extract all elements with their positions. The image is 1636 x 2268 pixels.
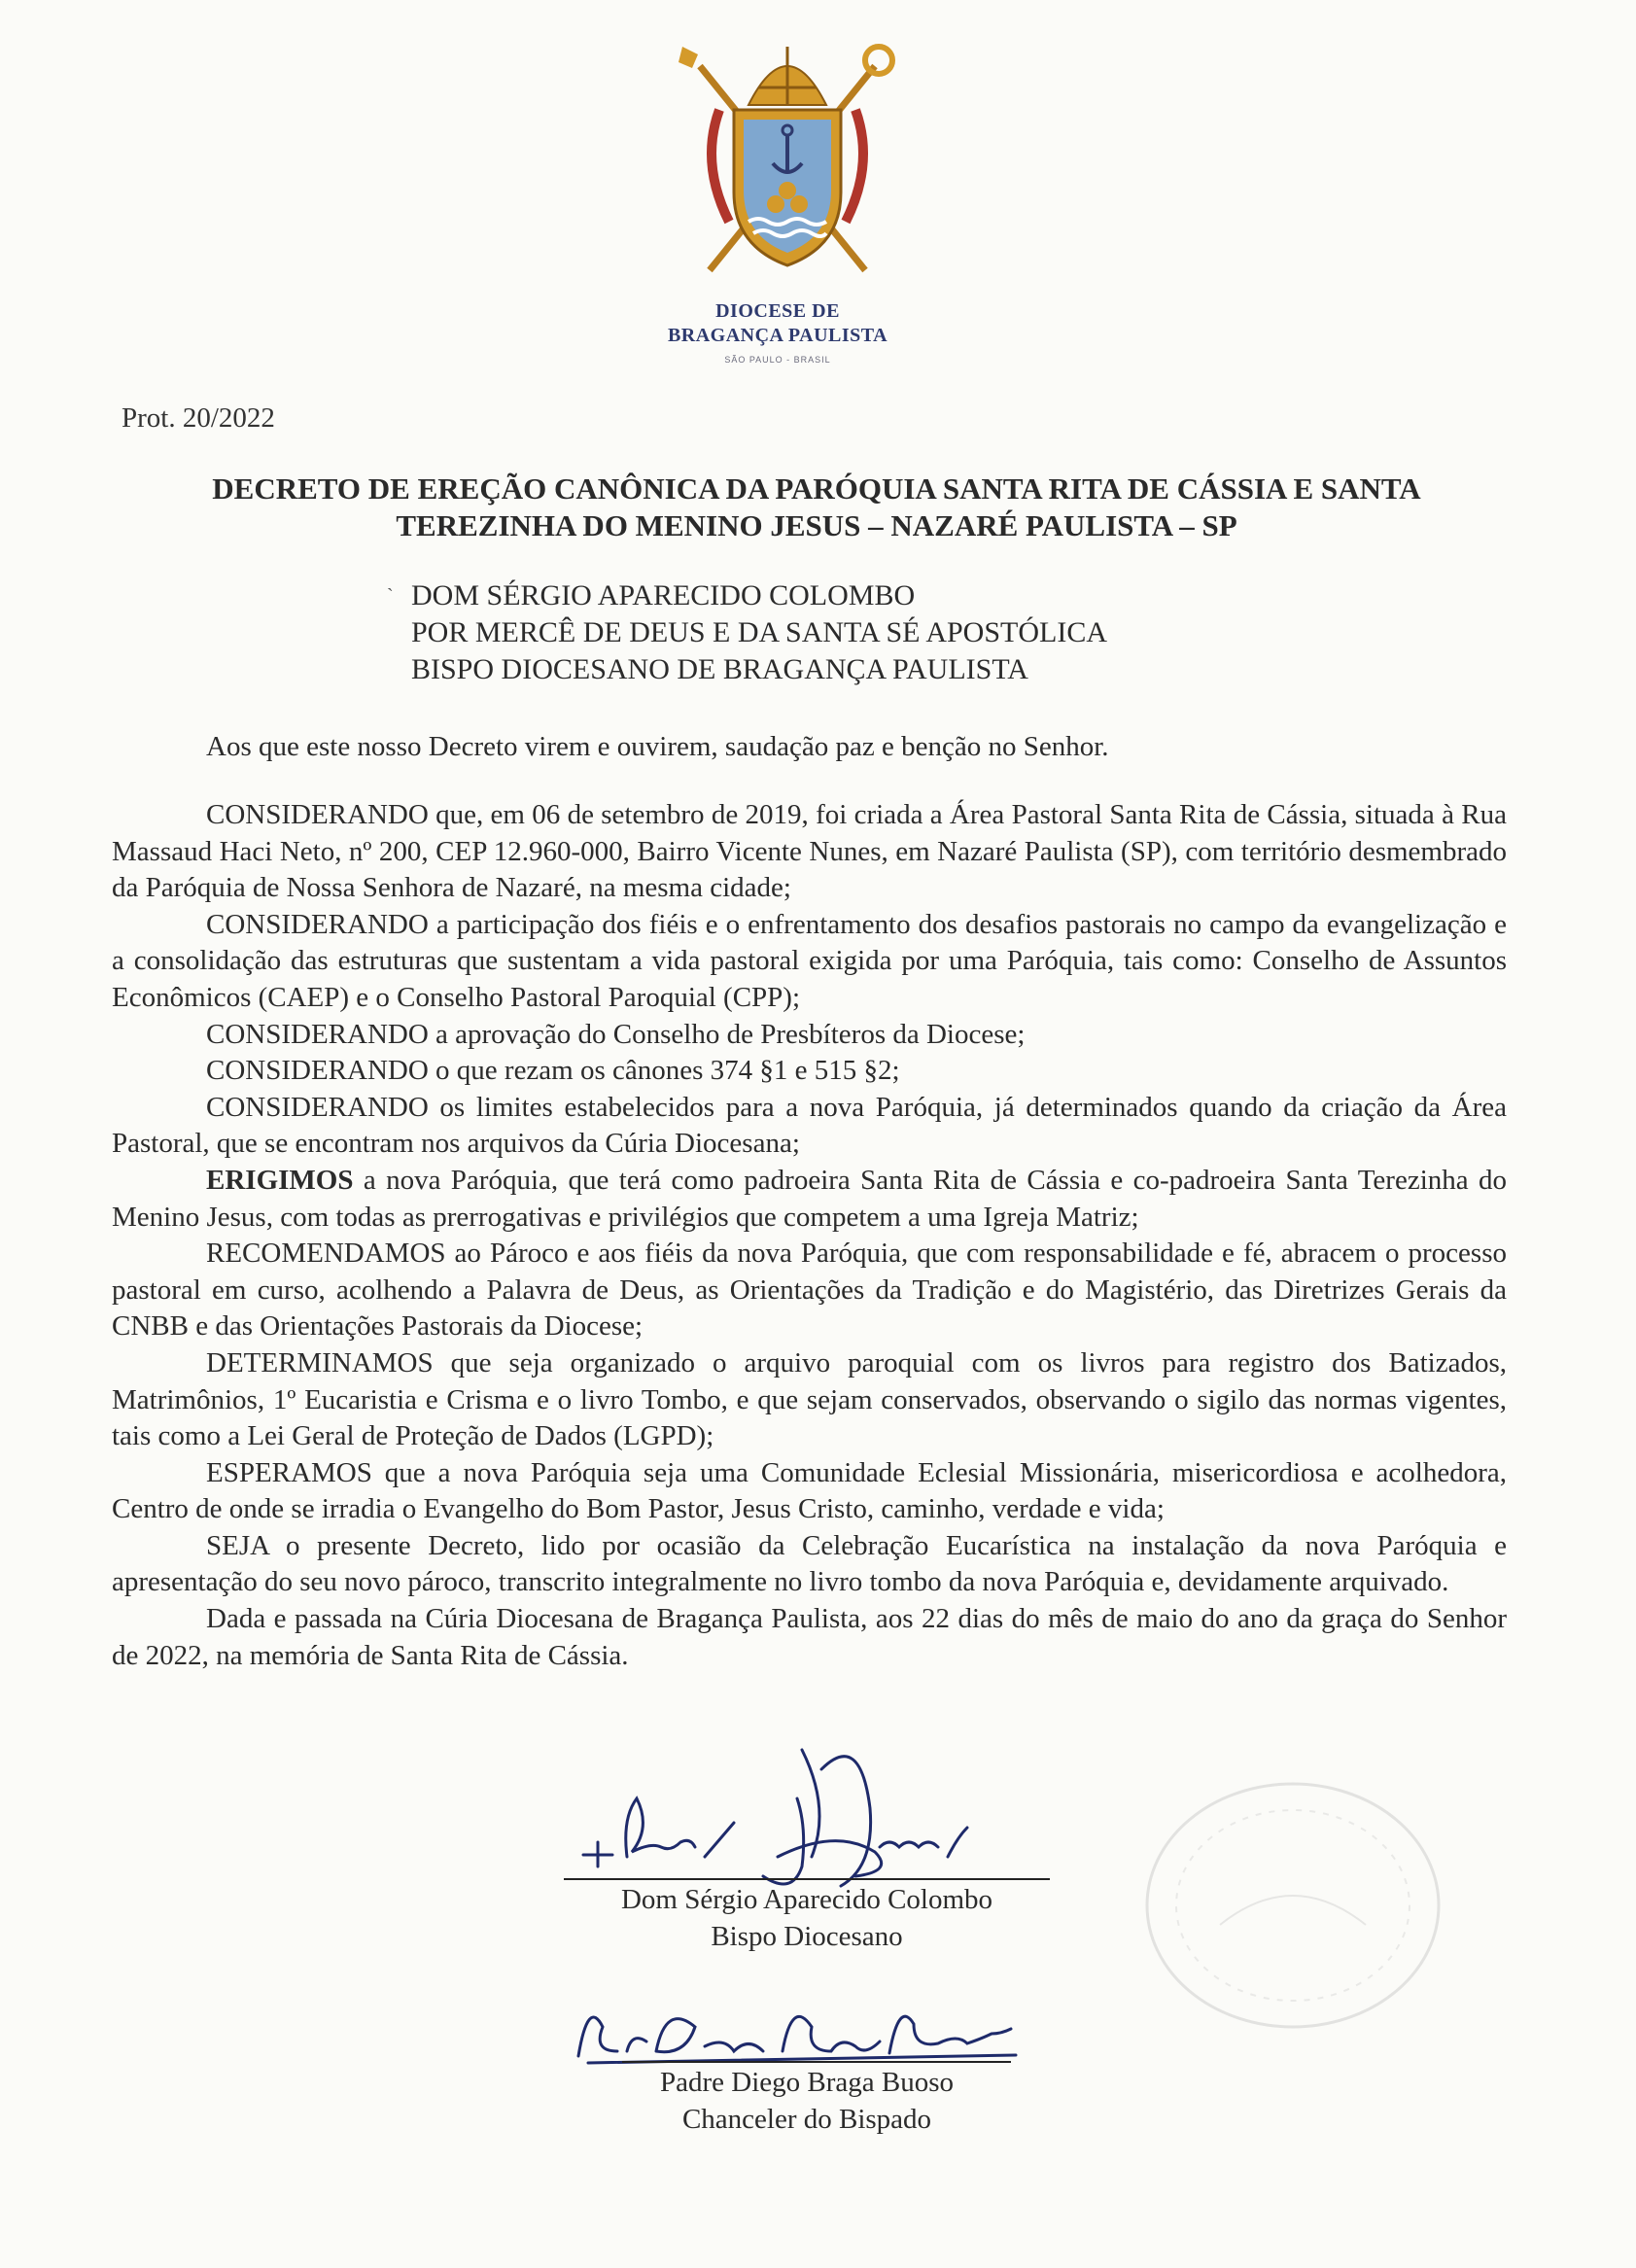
- paragraph: DETERMINAMOS que seja organizado o arquivo paroquial com os livros para registro dos Batizados, Matrimônios, 1º Eucaristia e Crisma e o livro Tombo, e que sejam conservados, observando o sigilo das normas vigentes, tais como a Lei Geral de Proteção de Dados (LGPD);: [112, 1346, 1507, 1452]
- paragraph: RECOMENDAMOS ao Pároco e aos fiéis da nova Paróquia, que com responsabilidade e fé, abracem o processo pastoral em curso, acolhendo a Palavra de Deus, as Orientações da Tradição e do Magistério, das Diretrizes Gerais da CNBB e das Orientações Pastorais da Diocese;: [112, 1238, 1507, 1343]
- diocese-subtitle: SÃO PAULO - BRASIL: [724, 355, 831, 365]
- chancellor-signature-line: [622, 2061, 1011, 2063]
- stray-mark: `: [387, 585, 394, 607]
- paragraph: CONSIDERANDO os limites estabelecidos para a nova Paróquia, já determinados quando da criação da Área Pastoral, que se encontram nos arquivos da Cúria Diocesana;: [112, 1091, 1507, 1160]
- paragraph: ERIGIMOS a nova Paróquia, que terá como padroeira Santa Rita de Cássia e co-padroeira Santa Terezinha do Menino Jesus, com todas as prerrogativas e privilégios que competem a uma Igreja Matriz;: [112, 1164, 1507, 1233]
- diocese-name: DIOCESE DE BRAGANÇA PAULISTA: [667, 300, 888, 346]
- greeting: Aos que este nosso Decreto virem e ouvirem, saudação paz e benção no Senhor.: [206, 731, 1109, 762]
- erigimos-bold: ERIGIMOS: [206, 1164, 354, 1196]
- chancellor-signature-icon: [569, 1993, 1035, 2071]
- bishop-role: Bispo Diocesano: [711, 1921, 903, 1952]
- paragraph: ESPERAMOS que a nova Paróquia seja uma Comunidade Eclesial Missionária, misericordiosa e acolhedora, Centro de onde se irradia o Evangelho do Bom Pastor, Jesus Cristo, caminho, verdade e vida;: [112, 1456, 1507, 1525]
- paragraph: CONSIDERANDO que, em 06 de setembro de 2019, foi criada a Área Pastoral Santa Rita de Cássia, situada à Rua Massaud Haci Neto, nº 200, CEP 12.960-000, Bairro Vicente Nunes, em Nazaré Paulista (SP), com território desmembrado da Paróquia de Nossa Senhora de Nazaré, na mesma cidade;: [112, 799, 1507, 904]
- bishop-signature-icon: [569, 1711, 1055, 1896]
- paragraph: CONSIDERANDO a participação dos fiéis e o enfrentamento dos desafios pastorais no campo da evangelização e a consolidação das estruturas que sustentam a vida pastoral exigida por uma Paróquia, tais como: Conselho de Assuntos Econômicos (CAEP) e o Conselho Pastoral Paroquial (CPP);: [112, 908, 1507, 1013]
- bishop-signature-line: [564, 1878, 1050, 1880]
- chancellor-name: Padre Diego Braga Buoso: [659, 2067, 955, 2098]
- decree-body: [112, 797, 1507, 1674]
- paragraph: CONSIDERANDO a aprovação do Conselho de Presbíteros da Diocese;: [206, 1018, 1026, 1050]
- paragraph: CONSIDERANDO o que rezam os cânones 374 §1 e 515 §2;: [206, 1055, 900, 1087]
- bishop-name: Dom Sérgio Aparecido Colombo: [620, 1884, 993, 1915]
- paragraph: Dada e passada na Cúria Diocesana de Bragança Paulista, aos 22 dias do mês de maio do ano da graça do Senhor de 2022, na memória de Santa Rita de Cássia.: [112, 1603, 1507, 1671]
- embossed-seal-icon: [1132, 1769, 1453, 2041]
- paragraph: SEJA o presente Decreto, lido por ocasião da Celebração Eucarística na instalação da nova Paróquia e apresentação do seu novo pároco, transcrito integralmente no livro tombo da nova Paróquia e, devidamente arquivado.: [112, 1529, 1507, 1598]
- protocol-number: Prot. 20/2022: [122, 402, 275, 434]
- bishop-heading: DOM SÉRGIO APARECIDO COLOMBO POR MERCÊ DE DEUS E DA SANTA SÉ APOSTÓLICA BISPO DIOCESANO DE BRAGANÇA PAULISTA: [411, 579, 1108, 685]
- diocese-coat-of-arms-icon: [661, 27, 914, 280]
- decree-title: DECRETO DE EREÇÃO CANÔNICA DA PARÓQUIA SANTA RITA DE CÁSSIA E SANTA TEREZINHA DO MENINO JESUS – NAZARÉ PAULISTA – SP: [212, 471, 1421, 542]
- chancellor-role: Chanceler do Bispado: [681, 2104, 932, 2135]
